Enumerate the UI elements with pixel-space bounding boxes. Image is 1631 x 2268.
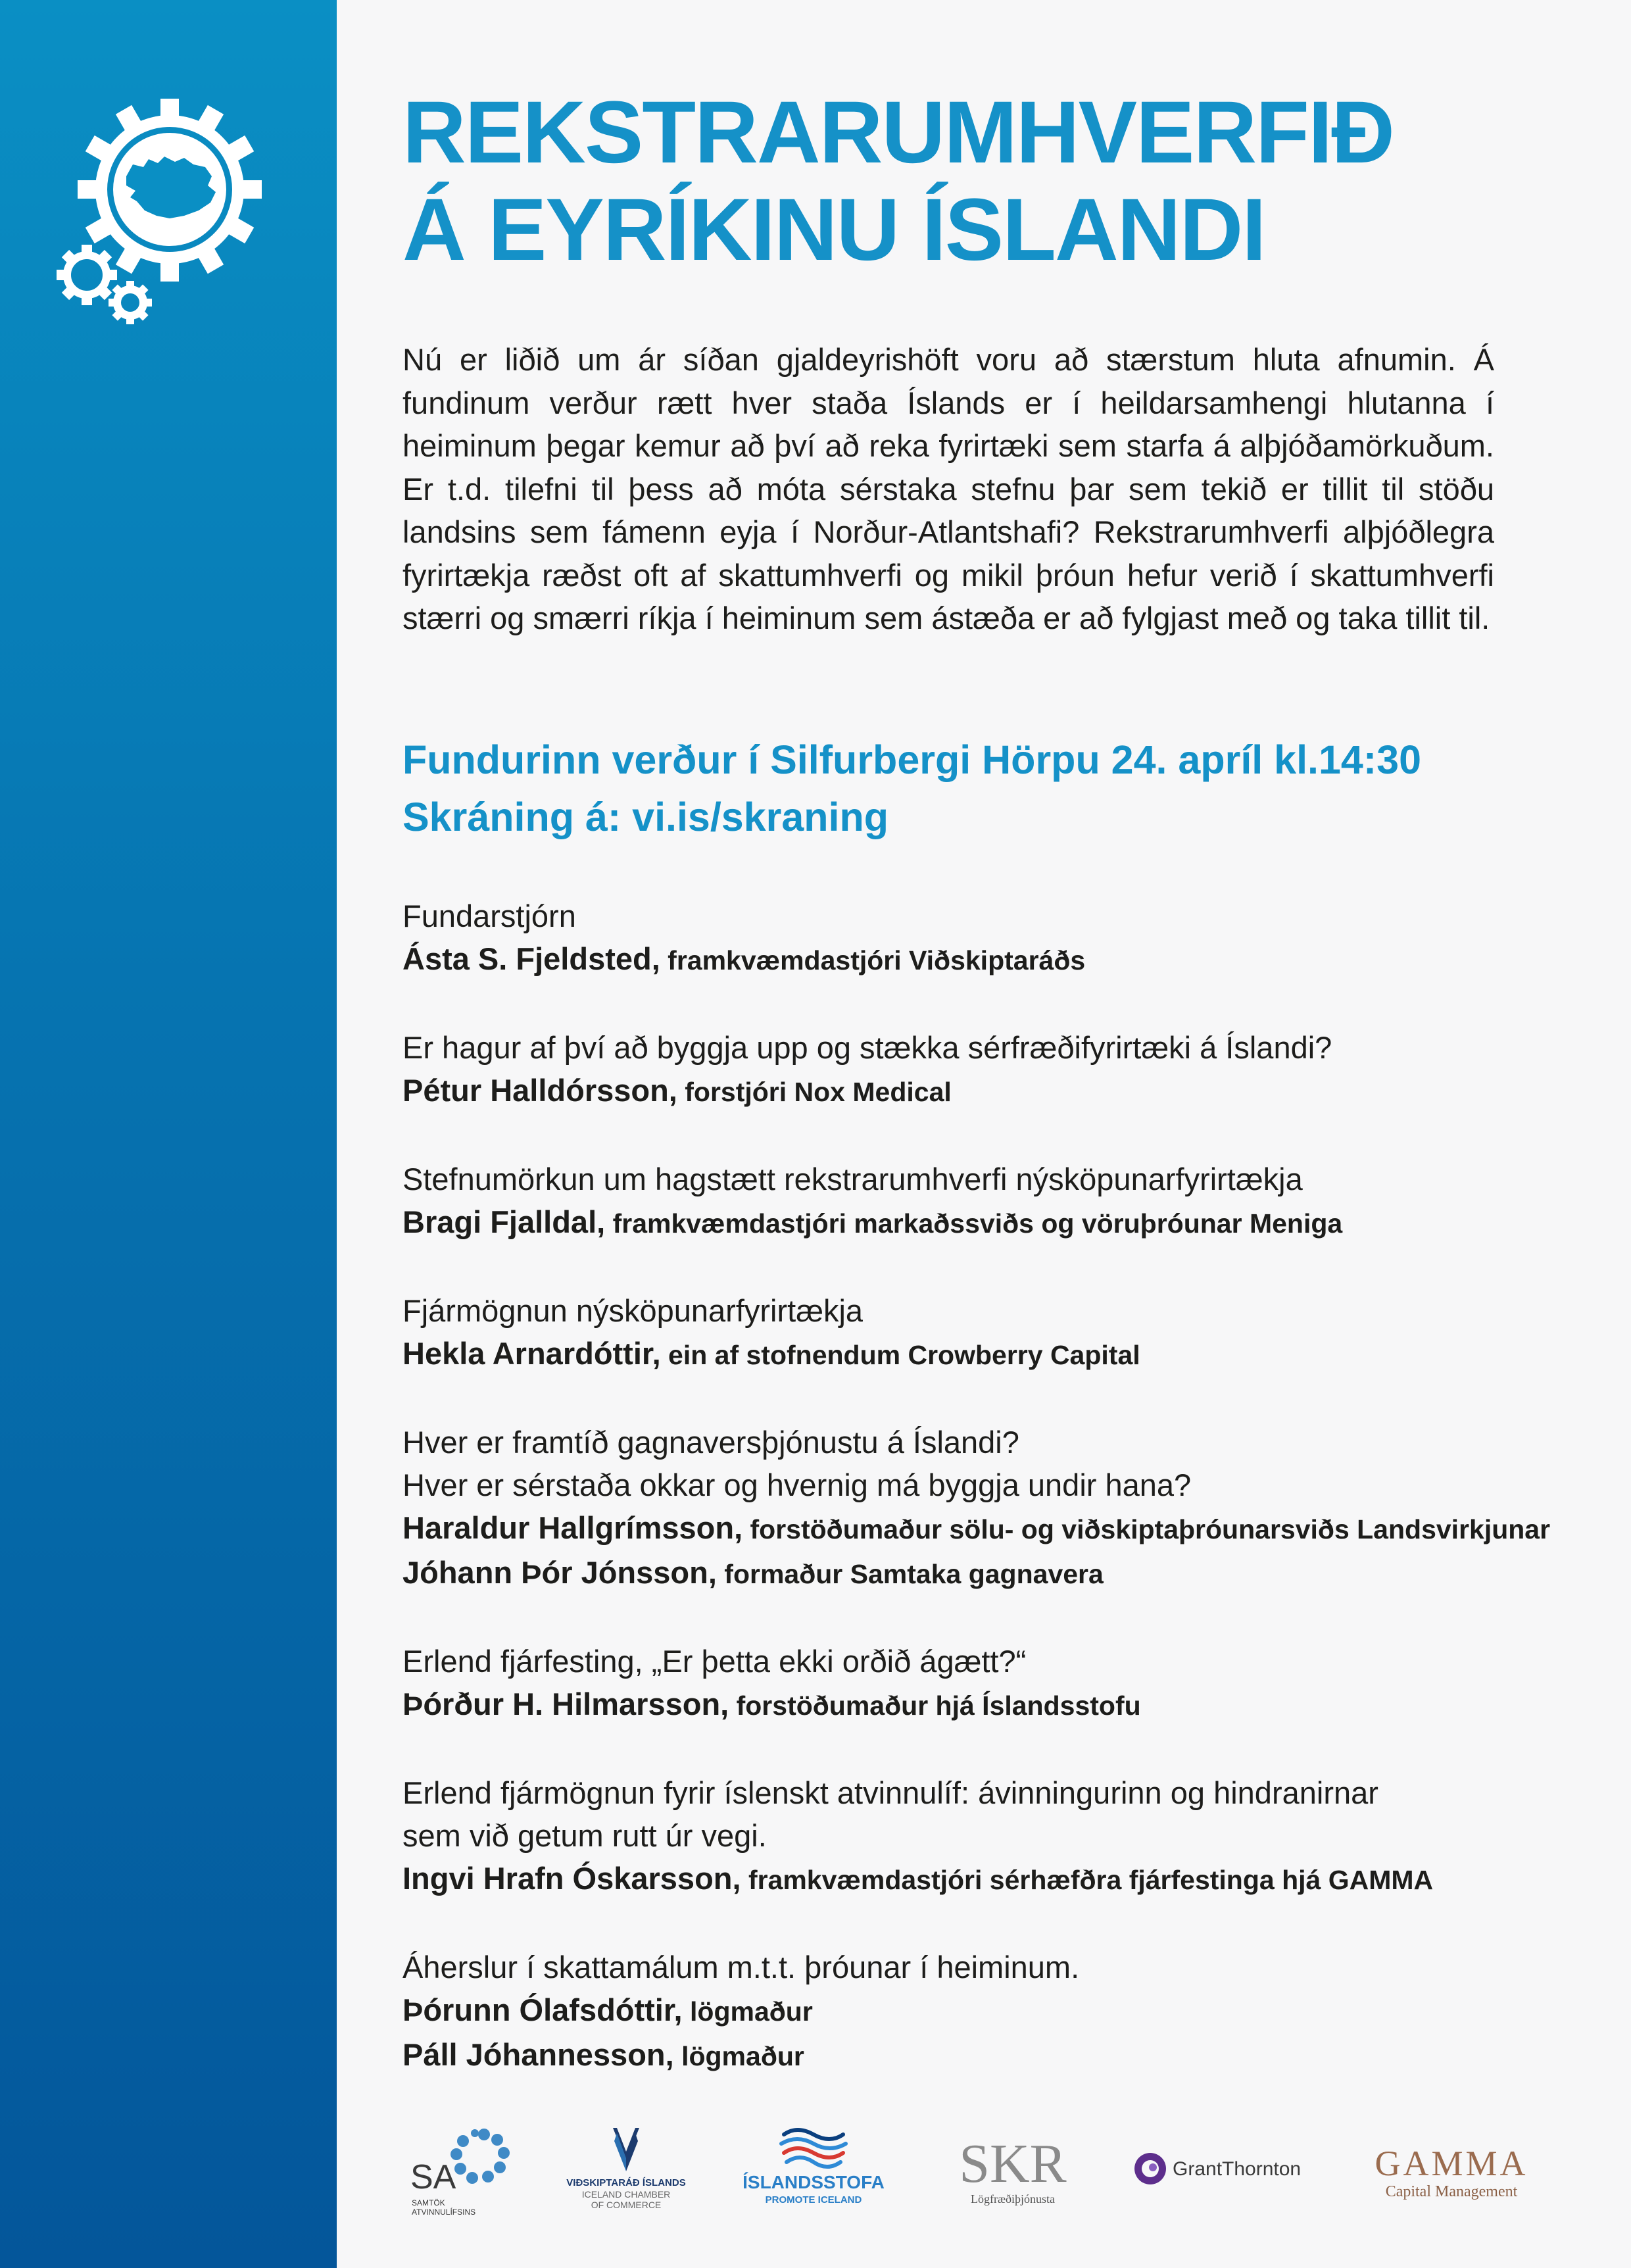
program-topic: Áherslur í skattamálum m.t.t. þróunar í heiminum. [402, 1950, 1080, 1985]
skr-mark: SKR [959, 2133, 1067, 2194]
program-section [402, 1421, 1551, 1596]
program-topic: sem við getum rutt úr vegi. [402, 1818, 767, 1853]
program-section [402, 1289, 1534, 1377]
program-topic: Er hagur af því að byggja upp og stækka sérfræðifyrirtæki á Íslandi? [402, 1030, 1332, 1065]
grant-text: GrantThornton [1173, 2158, 1302, 2180]
program-section [402, 895, 1534, 982]
program-topic: Stefnumörkun um hagstætt rekstrarumhverfi nýsköpunarfyrirtækja [402, 1162, 1303, 1196]
gamma-logo-icon [1359, 2115, 1544, 2220]
speaker-line [402, 1069, 1534, 1114]
program-topic: Fundarstjórn [402, 899, 576, 933]
speaker-name: Þórður H. Hilmarsson, [402, 1687, 729, 1721]
gamma-sub: Capital Management [1385, 2183, 1518, 2200]
speaker-name: Hekla Arnardóttir, [402, 1336, 661, 1371]
program-section [402, 1158, 1534, 1245]
meeting-info [402, 731, 1521, 846]
speaker-name: Páll Jóhannesson, [402, 2037, 674, 2072]
page-title [402, 84, 1521, 279]
speaker-role: ein af stofnendum Crowberry Capital [660, 1340, 1140, 1370]
sa-mark: SA [410, 2158, 456, 2196]
sidebar-band [0, 0, 337, 2268]
program-section [402, 1640, 1534, 1727]
skr-logo-icon [940, 2115, 1085, 2220]
program-topic: Hver er framtíð gagnaversþjónustu á Íslandi? [402, 1425, 1019, 1460]
program-list [402, 895, 1551, 2122]
sa-logo-icon [406, 2115, 525, 2220]
sa-sub2: ATVINNULÍFSINS [412, 2207, 476, 2217]
program-topic: Erlend fjárfesting, „Er þetta ekki orðið ágætt?“ [402, 1644, 1027, 1679]
grant-thornton-logo-icon [1129, 2115, 1327, 2220]
speaker-line [402, 2033, 1534, 2078]
program-topic: Hver er sérstaða okkar og hvernig má byggja undir hana? [402, 1467, 1192, 1502]
speaker-line [402, 937, 1534, 982]
islandsstofa-logo-icon [731, 2115, 896, 2220]
meeting-location-time: Fundurinn verður í Silfurbergi Hörpu 24. apríl kl.14:30 [402, 737, 1422, 782]
speaker-role: forstöðumaður hjá Íslandsstofu [729, 1690, 1141, 1721]
program-section [402, 1771, 1534, 1902]
title-line-2: Á EYRÍKINU ÍSLANDI [402, 181, 1265, 279]
speaker-role: framkvæmdastjóri sérhæfðra fjárfestinga hjá GAMMA [741, 1865, 1434, 1895]
speaker-name: Ásta S. Fjeldsted, [402, 941, 660, 976]
sa-sub1: SAMTÖK [412, 2198, 445, 2207]
speaker-line [402, 1857, 1534, 1902]
speaker-line [402, 1332, 1534, 1377]
speaker-name: Haraldur Hallgrímsson, [402, 1510, 743, 1545]
speaker-role: framkvæmdastjóri Viðskiptaráðs [660, 945, 1086, 975]
speaker-line [402, 1551, 1534, 1596]
speaker-line [402, 1200, 1534, 1245]
skr-sub: Lögfræðiþjónusta [971, 2192, 1055, 2206]
islandsstofa-line1: ÍSLANDSSTOFA [742, 2172, 885, 2192]
sponsor-logos [402, 2115, 1547, 2220]
speaker-name: Jóhann Þór Jónsson, [402, 1555, 717, 1590]
speaker-role: forstjóri Nox Medical [677, 1077, 952, 1107]
speaker-line [402, 1683, 1534, 1727]
speaker-role: framkvæmdastjóri markaðssviðs og vöruþróunar Meniga [605, 1208, 1343, 1239]
speaker-role: lögmaður [682, 1996, 813, 2027]
gamma-mark: GAMMA [1375, 2144, 1528, 2183]
speaker-name: Ingvi Hrafn Óskarsson, [402, 1861, 741, 1896]
speaker-name: Þórunn Ólafsdóttir, [402, 1992, 683, 2027]
speaker-line [402, 1506, 1551, 1551]
speaker-name: Pétur Halldórsson, [402, 1073, 677, 1108]
speaker-name: Bragi Fjalldal, [402, 1204, 606, 1239]
gear-iceland-logo-icon [53, 99, 263, 335]
program-section [402, 1026, 1534, 1114]
vi-line1: VIÐSKIPTARÁÐ ÍSLANDS [566, 2177, 686, 2188]
program-topic: Erlend fjármögnun fyrir íslenskt atvinnulíf: ávinningurinn og hindranirnar [402, 1775, 1378, 1810]
speaker-role: formaður Samtaka gagnavera [716, 1559, 1104, 1589]
title-line-1: REKSTRARUMHVERFIÐ [402, 84, 1394, 182]
vi-line2: ICELAND CHAMBER [581, 2189, 671, 2200]
vi-logo-icon [560, 2115, 692, 2220]
speaker-role: lögmaður [673, 2041, 804, 2071]
islandsstofa-line2: PROMOTE ICELAND [765, 2194, 862, 2206]
program-section [402, 1946, 1534, 2078]
speaker-line [402, 1988, 1534, 2033]
vi-line3: OF COMMERCE [591, 2200, 662, 2210]
program-topic: Fjármögnun nýsköpunarfyrirtækja [402, 1293, 864, 1328]
speaker-role: forstöðumaður sölu- og viðskiptaþróunarsviðs Landsvirkjunar [742, 1514, 1551, 1544]
registration-link[interactable]: Skráning á: vi.is/skraning [402, 795, 889, 839]
intro-paragraph: Nú er liðið um ár síðan gjaldeyrishöft voru að stærstum hluta afnumin. Á fundinum verður rætt hver staða Íslands er í heildarsamhengi hlutanna í heiminum þegar kemur að því að reka fyrirtæki sem starfa á alþjóðamörkuðum. Er t.d. tilefni til þess að móta sérstaka stefnu þar sem tekið er tillit til stöðu landsins sem fámenn eyja í Norður-Atlantshafi? Rekstrarumhverfi alþjóðlegra fyrirtækja ræðst oft af skattumhverfi og mikil þróun hefur verið í skattumhverfi stærri og smærri ríkja í heiminum sem ástæða er að fylgjast með og taka tillit til. [402, 342, 1494, 635]
